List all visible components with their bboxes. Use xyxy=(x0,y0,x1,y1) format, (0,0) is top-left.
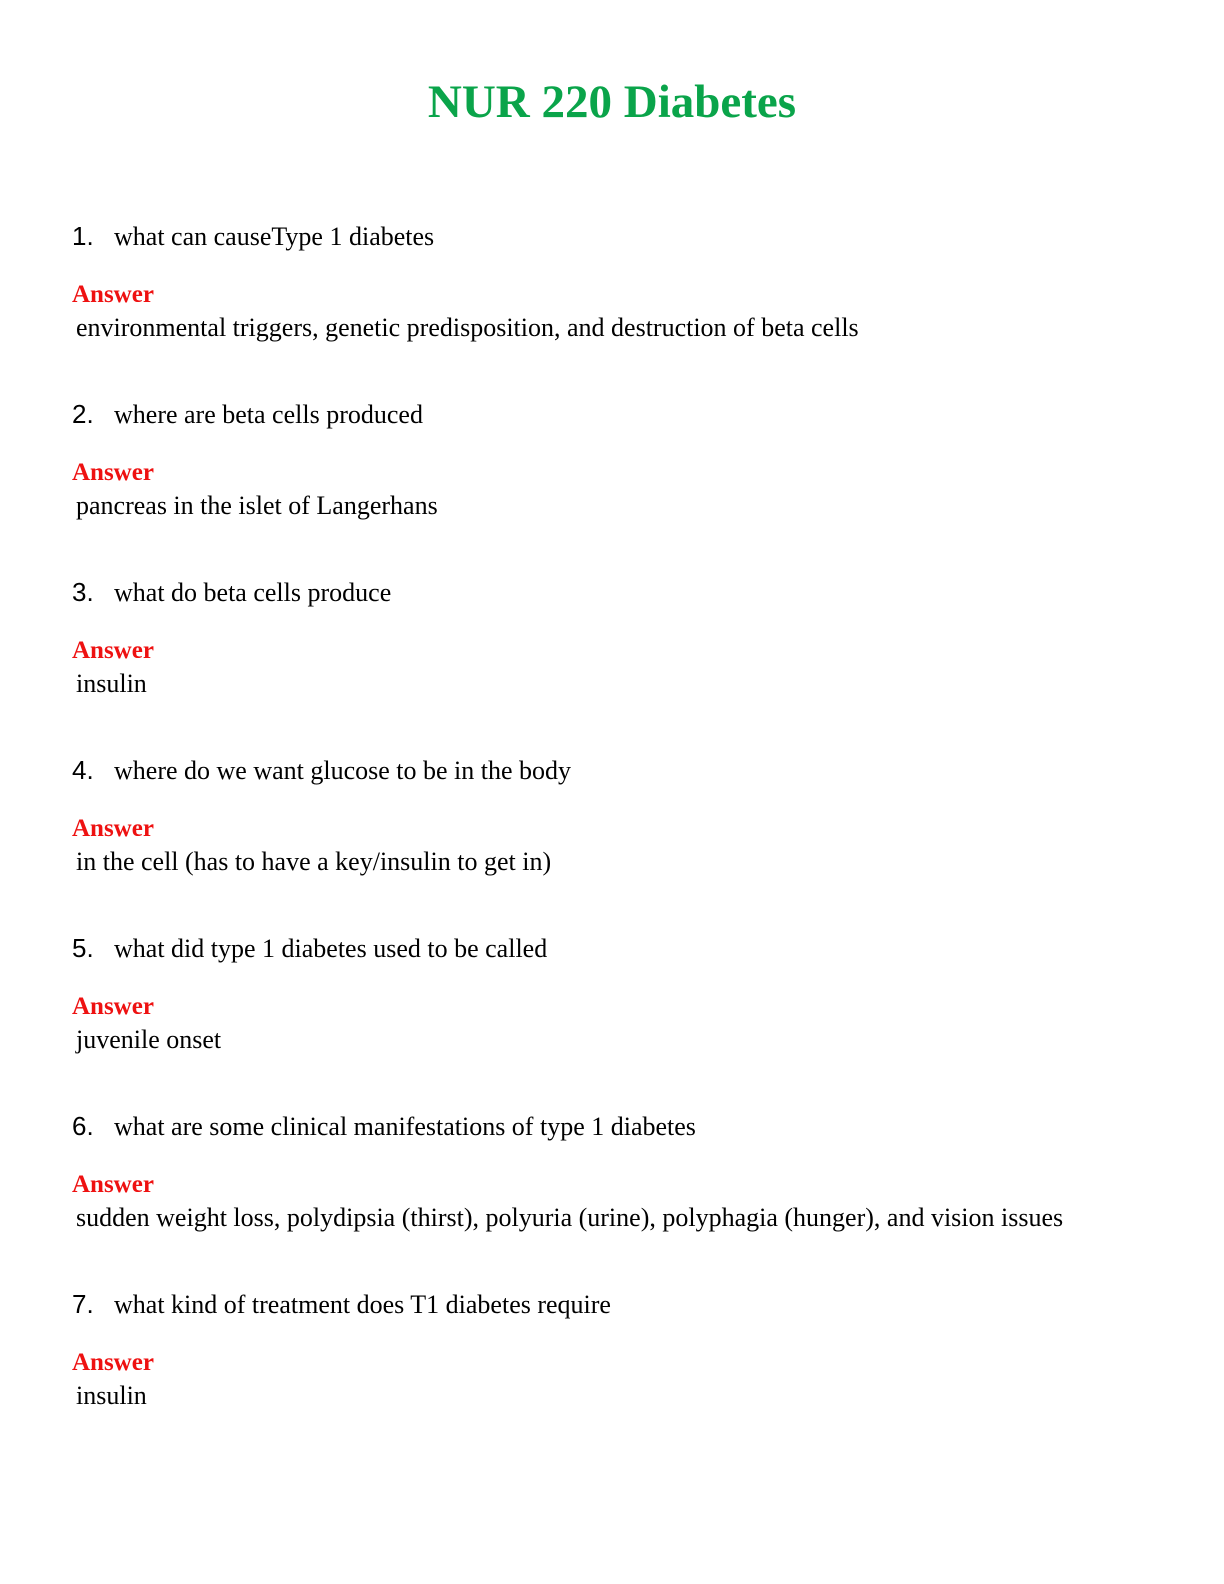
question xyxy=(72,398,423,430)
answer-label: Answer xyxy=(72,993,154,1020)
question xyxy=(72,576,391,608)
question xyxy=(72,932,547,964)
question-text: what are some clinical manifestations of type 1 diabetes xyxy=(114,1112,696,1141)
answer-label: Answer xyxy=(72,1349,154,1376)
question-number: 5. xyxy=(72,933,94,963)
question-number: 7. xyxy=(72,1289,94,1319)
answer-text: insulin xyxy=(76,669,147,698)
question xyxy=(72,220,434,252)
answer-text: sudden weight loss, polydipsia (thirst), polyuria (urine), polyphagia (hunger), and vision issues xyxy=(76,1203,1064,1232)
question xyxy=(72,754,571,786)
question xyxy=(72,1288,611,1320)
answer-label: Answer xyxy=(72,459,154,486)
answer-label: Answer xyxy=(72,637,154,664)
answer-label: Answer xyxy=(72,815,154,842)
question-text: what kind of treatment does T1 diabetes require xyxy=(114,1290,611,1319)
answer-text: pancreas in the islet of Langerhans xyxy=(76,491,438,520)
answer-text: insulin xyxy=(76,1381,147,1410)
answer-text: juvenile onset xyxy=(76,1025,222,1054)
question xyxy=(72,1110,696,1142)
answer-label: Answer xyxy=(72,1171,154,1198)
question-text: where are beta cells produced xyxy=(114,400,423,429)
question-number: 1. xyxy=(72,221,94,251)
answer-text: in the cell (has to have a key/insulin to get in) xyxy=(76,847,552,876)
question-text: what do beta cells produce xyxy=(114,578,392,607)
question-number: 6. xyxy=(72,1111,94,1141)
answer-text: environmental triggers, genetic predisposition, and destruction of beta cells xyxy=(76,313,859,342)
answer-label: Answer xyxy=(72,281,154,308)
question-number: 2. xyxy=(72,399,94,429)
question-number: 4. xyxy=(72,755,94,785)
question-number: 3. xyxy=(72,577,94,607)
page-title: NUR 220 Diabetes xyxy=(427,76,797,128)
question-text: where do we want glucose to be in the body xyxy=(114,756,572,785)
question-text: what did type 1 diabetes used to be called xyxy=(114,934,548,963)
question-text: what can causeType 1 diabetes xyxy=(114,222,435,251)
